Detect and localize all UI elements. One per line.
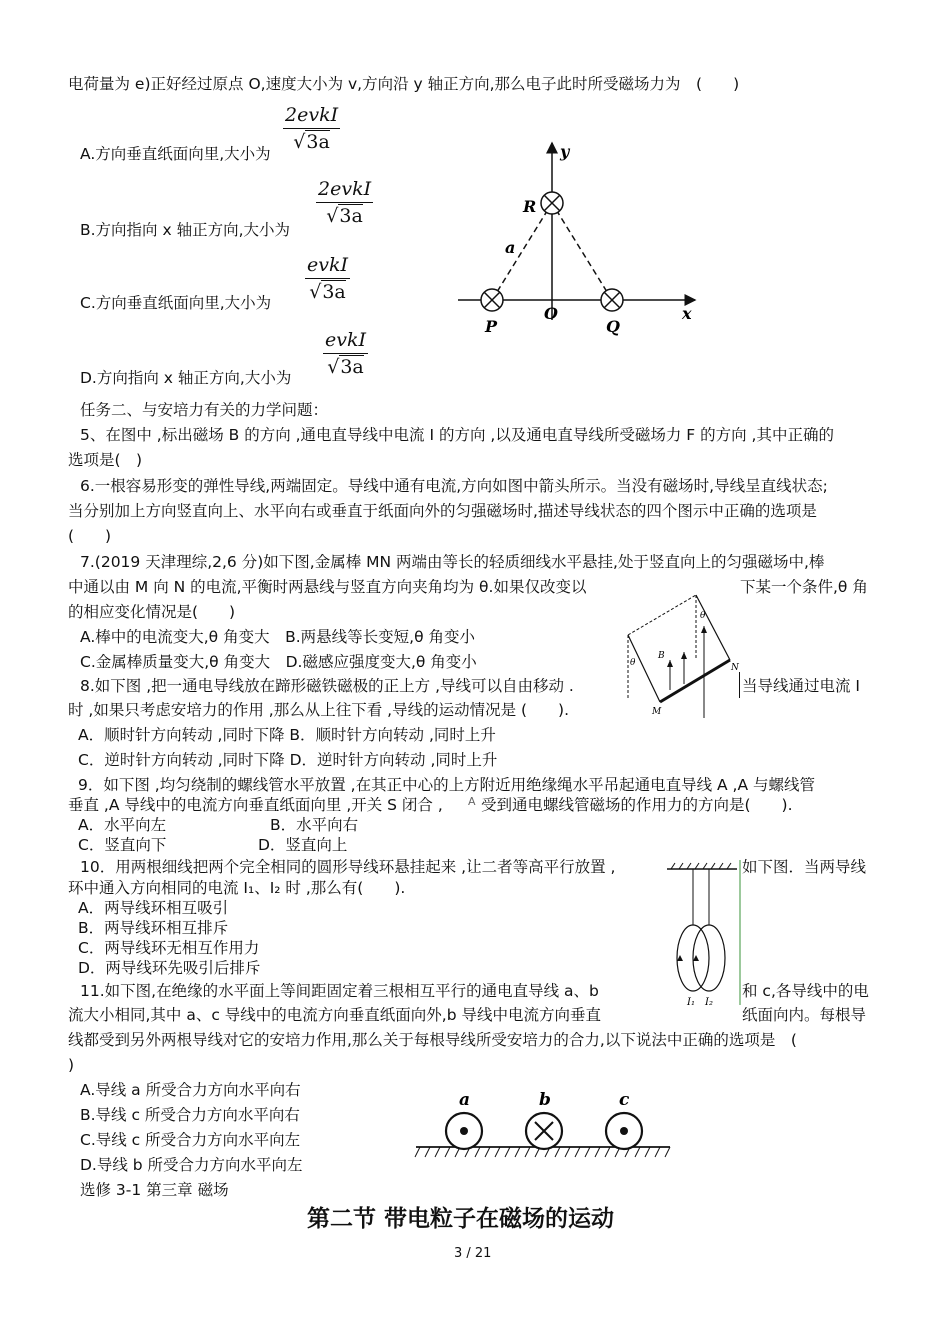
field-arrow-2: [667, 660, 673, 667]
label-i1: I₁: [687, 997, 695, 1008]
q6-line-2: 当分别加上方向竖直向上、水平向右或垂直于纸面向外的匀强磁场时,描述导线状态的四个图示中正确的选项是: [68, 502, 817, 520]
label-m: M: [652, 707, 662, 717]
page-number: 3 / 21: [454, 1246, 492, 1261]
q6-line-3: ( ): [68, 527, 112, 545]
figure-divider: [739, 672, 740, 698]
q7-options-cd: C.金属棒质量变大,θ 角变大 D.磁感应强度变大,θ 角变小: [80, 653, 477, 671]
label-a: a: [505, 238, 516, 257]
q7-line-2a: 中通以由 M 向 N 的电流,平衡时两悬线与竖直方向夹角均为 θ.如果仅改变以: [68, 578, 587, 596]
q4-option-d-label: D.方向指向 x 轴正方向,大小为: [80, 369, 292, 387]
three-wires-figure: [412, 1085, 682, 1165]
q9-line-2b: 受到通电螺线管磁场的作用力的方向是( ).: [481, 796, 793, 814]
q4-option-d-numerator: evkI: [323, 329, 368, 354]
beam-hatching: [671, 863, 731, 869]
label-r: R: [523, 197, 537, 216]
q4-option-a-denominator: 3a: [306, 131, 330, 153]
triangle-wires-figure: [450, 135, 710, 345]
label-q: Q: [606, 317, 620, 336]
label-y: y: [560, 142, 570, 161]
q9-option-b: B．水平向右: [270, 816, 359, 834]
hanging-rings-figure: [665, 860, 745, 1015]
q10-line-1b: 如下图．当两导线: [742, 858, 867, 876]
q10-option-a: A．两导线环相互吸引: [78, 899, 229, 917]
q5-line-2: 选项是( ): [68, 451, 143, 469]
ceiling-top: [628, 595, 696, 635]
wire-p-into-page-icon: [481, 289, 503, 311]
section-title: 第二节 带电粒子在磁场的运动: [307, 1206, 615, 1232]
q11-line-2b: 纸面向内。每根导: [742, 1006, 867, 1024]
label-wire-c: c: [619, 1090, 630, 1110]
q8-line-2: 时 ,如果只考虑安培力的作用 ,那么从上往下看 ,导线的运动情况是 ( ).: [68, 701, 570, 719]
q8-line-1b: 当导线通过电流 I: [742, 677, 860, 695]
label-wire-b: b: [539, 1090, 551, 1110]
q8-options-ab: A．顺时针方向转动 ,同时下降 B．顺时针方向转动 ,同时上升: [78, 726, 496, 744]
chapter-header: 选修 3-1 第三章 磁场: [80, 1181, 229, 1199]
q4-option-b-label: B.方向指向 x 轴正方向,大小为: [80, 221, 291, 239]
q9-option-a: A．水平向左: [78, 816, 167, 834]
current-arrow-2: [693, 955, 699, 961]
q11-option-c: C.导线 c 所受合力方向水平向左: [80, 1131, 301, 1149]
wire-q-into-page-icon: [601, 289, 623, 311]
q4-stem-continuation: 电荷量为 e)正好经过原点 O,速度大小为 v,方向沿 y 轴正方向,那么电子此时所受磁场力为 ( ): [68, 75, 740, 93]
q4-option-c-fraction: evkI √3a: [307, 254, 348, 303]
q9-option-d: D．竖直向上: [258, 836, 348, 854]
side-qr: [552, 203, 612, 300]
q11-option-b: B.导线 c 所受合力方向水平向右: [80, 1106, 300, 1124]
label-o: O: [544, 304, 558, 323]
q6-line-1: 6.一根容易形变的弹性导线,两端固定。导线中通有电流,方向如图中箭头所示。当没有磁场时,导线呈直线状态;: [80, 477, 828, 495]
q10-line-1a: 10．用两根细线把两个完全相同的圆形导线环悬挂起来 ,让二者等高平行放置 ,: [80, 858, 616, 876]
q9-option-c: C．竖直向下: [78, 836, 167, 854]
q10-line-2: 环中通入方向相同的电流 I₁、I₂ 时 ,那么有( ).: [68, 879, 406, 897]
q4-option-c-label: C.方向垂直纸面向里,大小为: [80, 294, 272, 312]
thread-left: [628, 635, 660, 702]
q11-line-1b: 和 c,各导线中的电: [742, 982, 869, 1000]
q11-line-1a: 11.如下图,在绝缘的水平面上等间距固定着三根相互平行的通电直导线 a、b: [80, 982, 599, 1000]
q4-option-b-denominator: 3a: [339, 205, 363, 227]
wire-a-out-of-page-icon: [446, 1113, 482, 1149]
q10-option-b: B．两导线环相互排斥: [78, 919, 229, 937]
q8-line-1a: 8.如下图 ,把一通电导线放在蹄形磁铁磁极的正上方 ,导线可以自由移动 .: [80, 677, 574, 695]
label-p: P: [485, 317, 498, 336]
q11-option-a: A.导线 a 所受合力方向水平向右: [80, 1081, 301, 1099]
q4-option-a-label: A.方向垂直纸面向里,大小为: [80, 145, 271, 163]
q10-option-c: C．两导线环无相互作用力: [78, 939, 260, 957]
q4-option-d-fraction: evkI √3a: [325, 329, 366, 378]
q8-options-cd: C．逆时针方向转动 ,同时下降 D．逆时针方向转动 ,同时上升: [78, 751, 498, 769]
task2-heading: 任务二、与安培力有关的力学问题：: [80, 401, 329, 419]
q9-line-1: 9．如下图 ,均匀绕制的螺线管水平放置 ,在其正中心的上方附近用绝缘绳水平吊起通电直导线 A ,A 与螺线管: [78, 776, 815, 794]
label-theta-right: θ: [700, 611, 706, 621]
q7-line-2b: 下某一个条件,θ 角: [740, 578, 868, 596]
q11-line-2a: 流大小相同,其中 a、c 导线中的电流方向垂直纸面向外,b 导线中电流方向垂直: [68, 1006, 601, 1024]
q10-option-d: D．两导线环先吸引后排斥: [78, 959, 261, 977]
q4-option-c-numerator: evkI: [305, 254, 350, 279]
q4-option-d-denominator: 3a: [340, 356, 364, 378]
label-theta-left: θ: [630, 658, 636, 668]
q9-line-2a: 垂直 ,A 导线中的电流方向垂直纸面向里 ,开关 S 闭合 ,: [68, 796, 443, 814]
q5-line-1: 5、在图中 ,标出磁场 B 的方向 ,通电直导线中电流 I 的方向 ,以及通电直导线所受磁场力 F 的方向 ,其中正确的: [80, 426, 834, 444]
label-b: B: [658, 651, 665, 661]
q4-option-c-denominator: 3a: [322, 281, 346, 303]
q4-option-b-numerator: 2evkI: [316, 178, 373, 203]
label-x: x: [682, 304, 692, 323]
wire-c-out-of-page-icon: [606, 1113, 642, 1149]
q4-option-a-fraction: 2evkI √3a: [285, 104, 339, 153]
q4-option-a-numerator: 2evkI: [283, 104, 340, 129]
label-n: N: [731, 663, 739, 673]
q11-line-3: 线都受到另外两根导线对它的安培力作用,那么关于每根导线所受安培力的合力,以下说法中正确的选项是 (: [68, 1031, 797, 1049]
q11-option-d: D.导线 b 所受合力方向水平向左: [80, 1156, 303, 1174]
thread-right: [696, 595, 730, 660]
side-pr: [492, 203, 552, 300]
q7-line-1: 7.(2019 天津理综,2,6 分)如下图,金属棒 MN 两端由等长的轻质细线水平悬挂,处于竖直向上的匀强磁场中,棒: [80, 553, 825, 571]
label-i2: I₂: [705, 997, 713, 1008]
current-arrow-1: [677, 955, 683, 961]
q7-options-ab: A.棒中的电流变大,θ 角变大 B.两悬线等长变短,θ 角变小: [80, 628, 475, 646]
field-arrow-1: [701, 626, 707, 633]
field-arrow-3: [681, 652, 687, 659]
hanging-rod-figure: [618, 590, 742, 720]
q7-line-3: 的相应变化情况是( ): [68, 603, 236, 621]
label-wire-a: a: [459, 1090, 471, 1110]
q11-line-4: ): [68, 1056, 75, 1074]
q4-option-b-fraction: 2evkI √3a: [318, 178, 372, 227]
wire-b-into-page-icon: [526, 1113, 562, 1149]
wire-r-into-page-icon: [541, 192, 563, 214]
q9-wire-label: A: [468, 795, 476, 808]
